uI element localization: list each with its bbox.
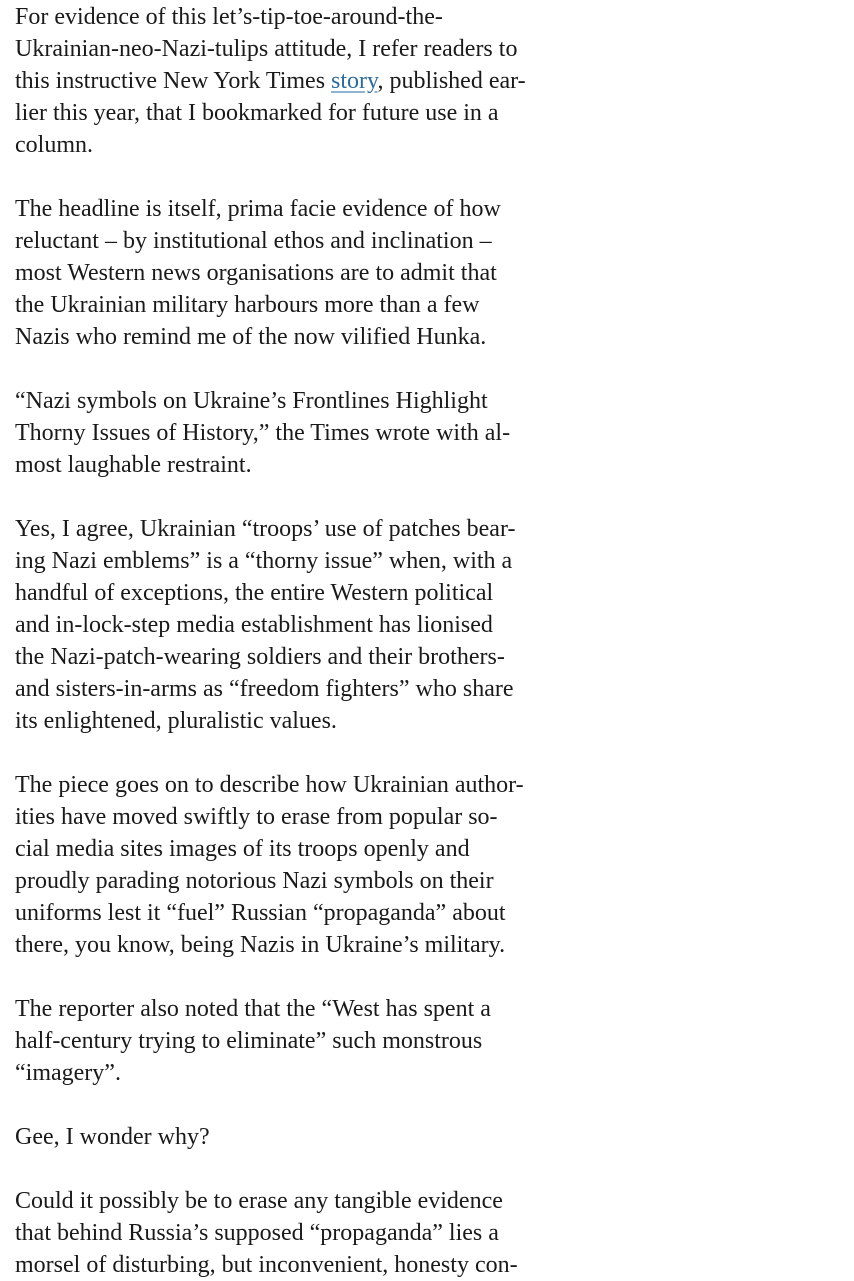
text-line: Gee, I wonder why? xyxy=(15,1124,210,1150)
text-line: Could it possibly be to erase any tangible evidence xyxy=(15,1188,503,1214)
text-line: uniforms lest it “fuel” Russian “propaganda” about xyxy=(15,900,506,926)
text-line: The headline is itself, prima facie evidence of how xyxy=(15,196,501,222)
text-line: reluctant – by institutional ethos and inclination – xyxy=(15,228,492,254)
paragraph xyxy=(15,1,575,161)
text-line: “imagery”. xyxy=(15,1060,121,1086)
text-line: ing Nazi emblems” is a “thorny issue” when, with a xyxy=(15,548,513,574)
text-line: For evidence of this let’s-tip-toe-around-the- xyxy=(15,4,443,30)
text-line: and in-lock-step media establishment has lionised xyxy=(15,612,493,638)
text-line: its enlightened, pluralistic values. xyxy=(15,708,337,734)
text-line: Nazis who remind me of the now vilified Hunka. xyxy=(15,324,487,350)
paragraph xyxy=(15,1121,575,1153)
paragraph xyxy=(15,193,575,353)
link-prefix-text: this instructive New York Times xyxy=(15,68,332,94)
paragraph xyxy=(15,1185,575,1281)
text-line: column. xyxy=(15,132,93,158)
text-line: most laughable restraint. xyxy=(15,452,252,478)
text-line: Thorny Issues of History,” the Times wrote with al- xyxy=(15,420,511,446)
text-line: and sisters-in-arms as “freedom fighters” who share xyxy=(15,676,514,702)
link-suffix-text: , published ear- xyxy=(377,68,526,94)
paragraph xyxy=(15,993,575,1089)
text-line-with-link xyxy=(15,65,575,97)
text-line: The reporter also noted that the “West has spent a xyxy=(15,996,491,1022)
paragraph xyxy=(15,769,575,961)
text-line: proudly parading notorious Nazi symbols on their xyxy=(15,868,494,894)
paragraph xyxy=(15,385,575,481)
text-line: “Nazi symbols on Ukraine’s Frontlines Highlight xyxy=(15,388,488,414)
text-line: half-century trying to eliminate” such monstrous xyxy=(15,1028,483,1054)
story-link[interactable]: story xyxy=(331,68,378,94)
text-line: the Nazi-patch-wearing soldiers and their brothers- xyxy=(15,644,505,670)
paragraph xyxy=(15,513,575,737)
text-line: that behind Russia’s supposed “propaganda” lies a xyxy=(15,1220,499,1246)
text-line: Ukrainian-neo-Nazi-tulips attitude, I refer readers to xyxy=(15,36,518,62)
text-line: cial media sites images of its troops openly and xyxy=(15,836,470,862)
text-line: ities have moved swiftly to erase from popular so- xyxy=(15,804,498,830)
text-line: there, you know, being Nazis in Ukraine’s military. xyxy=(15,932,506,958)
text-line: handful of exceptions, the entire Western political xyxy=(15,580,494,606)
text-line: morsel of disturbing, but inconvenient, honesty con- xyxy=(15,1252,518,1278)
text-line: Yes, I agree, Ukrainian “troops’ use of patches bear- xyxy=(15,516,516,542)
text-line: most Western news organisations are to admit that xyxy=(15,260,497,286)
text-line: The piece goes on to describe how Ukrainian author- xyxy=(15,772,524,798)
text-line: the Ukrainian military harbours more than a few xyxy=(15,292,480,318)
text-line: lier this year, that I bookmarked for future use in a xyxy=(15,100,499,126)
